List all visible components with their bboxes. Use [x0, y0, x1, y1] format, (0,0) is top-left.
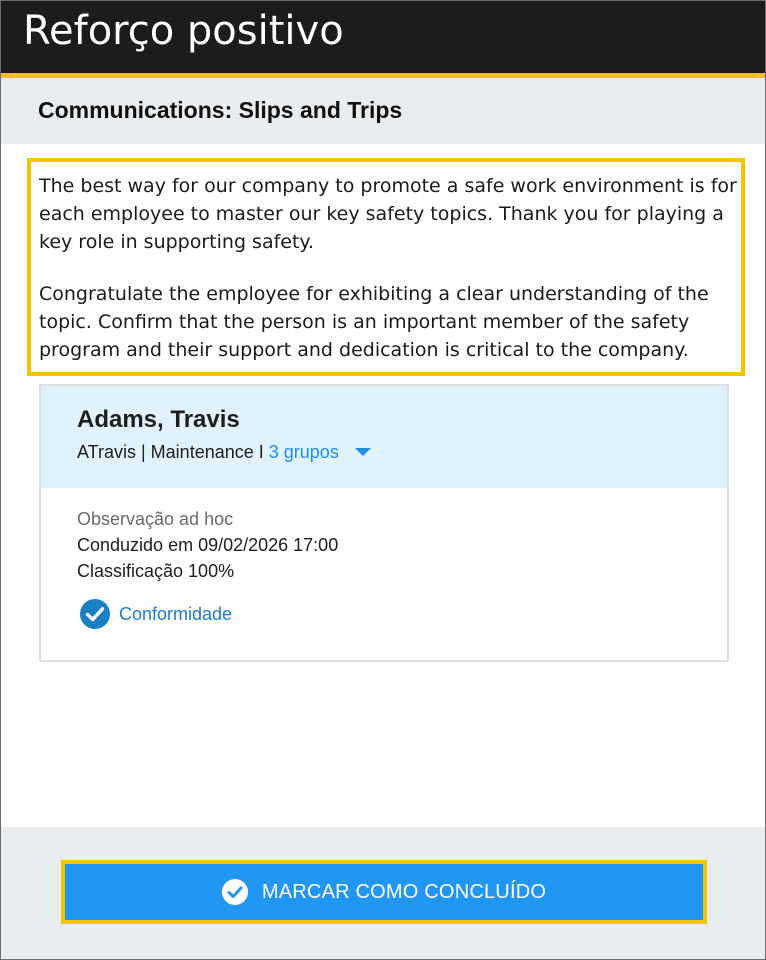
- employee-meta: [77, 441, 371, 463]
- app-header: [1, 1, 765, 78]
- employee-card: [39, 384, 729, 662]
- topic-bar: [1, 78, 765, 144]
- groups-link[interactable]: 3 grupos: [268, 442, 339, 462]
- compliance-label: Conformidade: [119, 603, 233, 624]
- observation-details: [77, 506, 338, 584]
- employee-name: Adams, Travis: [77, 406, 240, 433]
- check-circle-icon: [222, 879, 248, 905]
- topic-title: Communications: Slips and Trips: [38, 97, 403, 123]
- observation-type: Observação ad hoc: [77, 509, 234, 529]
- check-circle-icon: [79, 598, 111, 630]
- instructions-paragraph-2: Congratulate the employee for exhibiting a clear understanding of the topic. Confirm that the person is an important member of the safety program and their support and dedication is critical to the company.: [39, 283, 709, 361]
- instructions-paragraph-1: The best way for our company to promote a safe work environment is for each employee to master our key safety topics. Thank you for playing a key role in supporting safety.: [39, 175, 737, 253]
- mark-complete-label: MARCAR COMO CONCLUÍDO: [261, 880, 547, 903]
- employee-card-header: [41, 386, 727, 488]
- chevron-down-icon[interactable]: [355, 448, 371, 456]
- employee-id-department: ATravis | Maintenance I: [77, 442, 264, 462]
- mark-complete-button[interactable]: [61, 860, 707, 924]
- footer-bar: [1, 827, 765, 959]
- rating: Classificação 100%: [77, 561, 235, 581]
- conducted-date: Conduzido em 09/02/2026 17:00: [77, 535, 339, 555]
- compliance-status: [79, 598, 232, 630]
- page-title: Reforço positivo: [23, 8, 344, 54]
- instructions-box: [27, 158, 745, 376]
